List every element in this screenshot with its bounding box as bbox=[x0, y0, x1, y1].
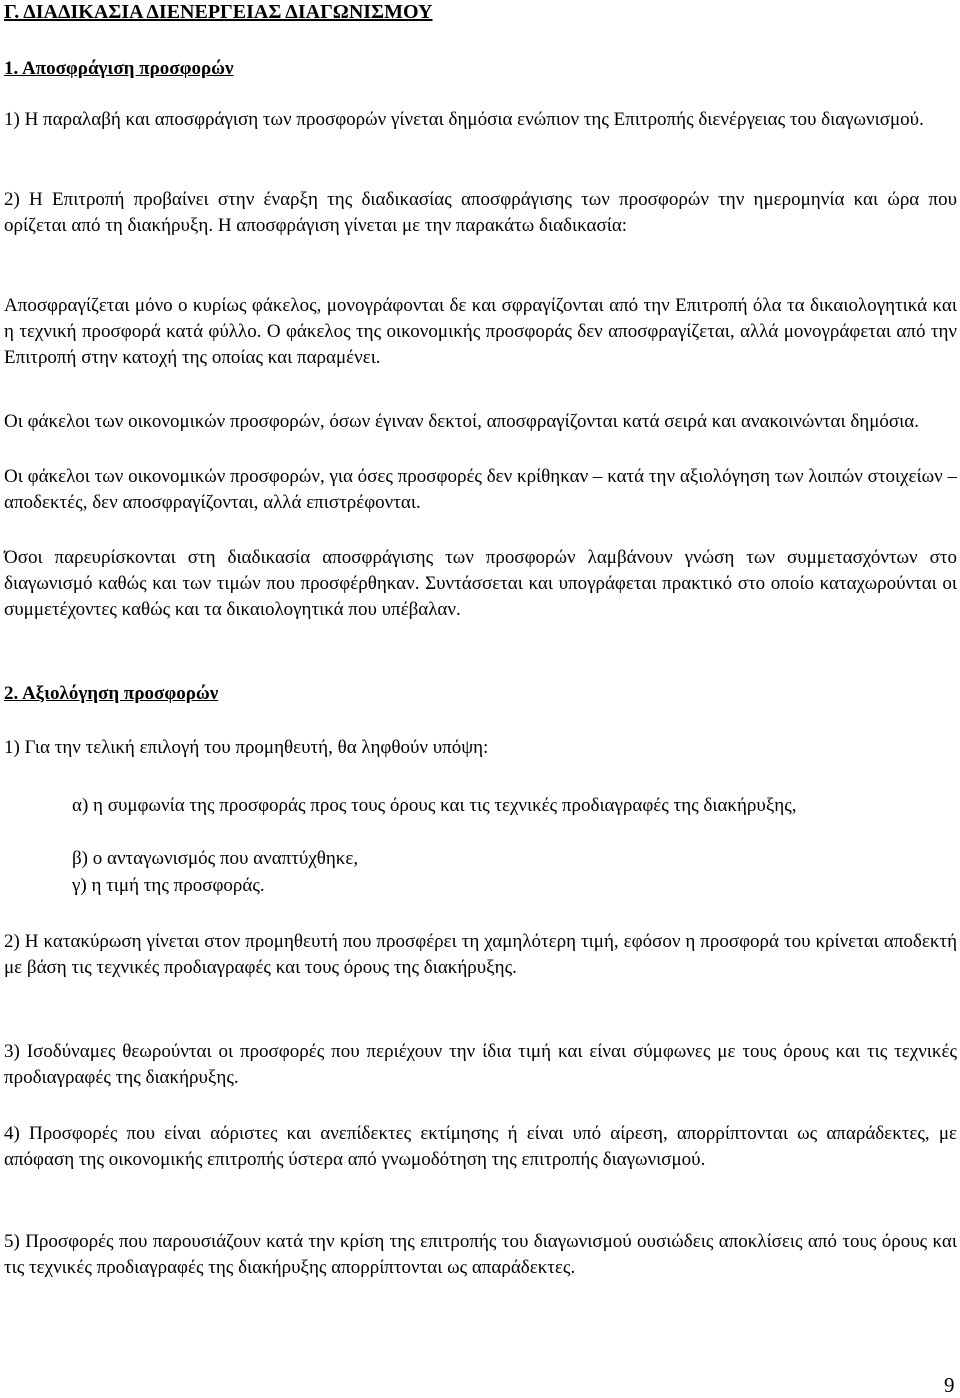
criteria-item-b: β) ο ανταγωνισμός που αναπτύχθηκε, bbox=[72, 848, 359, 869]
paragraph-unsealing-6: Όσοι παρευρίσκονται στη διαδικασία αποσφράγισης των προσφορών λαμβάνουν γνώση των συμμετασχόντων στο διαγωνισμό καθώς και των τιμών που προσφέρθηκαν. Συντάσσεται και υπογράφεται πρακτικό στο οποίο καταχωρούνται οι συμμετέχοντες καθώς και τα δικαιολογητικά που υπέβαλαν. bbox=[4, 547, 957, 620]
paragraph-evaluation-5: 5) Προσφορές που παρουσιάζουν κατά την κρίση της επιτροπής του διαγωνισμού ουσιώδεις αποκλίσεις από τους όρους και τις τεχνικές προδιαγραφές της διακήρυξης απορρίπτονται ως απαράδεκτες. bbox=[4, 1231, 957, 1278]
paragraph-evaluation-4: 4) Προσφορές που είναι αόριστες και ανεπίδεκτες εκτίμησης ή είναι υπό αίρεση, απορρίπτονται ως απαράδεκτες, με απόφαση της οικονομικής επιτροπής ύστερα από γνωμοδότηση της επιτροπής διαγωνισμού. bbox=[4, 1123, 957, 1170]
paragraph-unsealing-2: 2) Η Επιτροπή προβαίνει στην έναρξη της διαδικασίας αποσφράγισης των προσφορών την ημερομηνία και ώρα που ορίζεται από τη διακήρυξη. Η αποσφράγιση γίνεται με την παρακάτω διαδικασία: bbox=[4, 189, 957, 236]
heading-evaluation: 2. Αξιολόγηση προσφορών bbox=[4, 683, 219, 704]
paragraph-unsealing-4: Οι φάκελοι των οικονομικών προσφορών, όσων έγιναν δεκτοί, αποσφραγίζονται κατά σειρά και ανακοινώνται δημόσια. bbox=[4, 411, 919, 432]
paragraph-evaluation-1: 1) Για την τελική επιλογή του προμηθευτή, θα ληφθούν υπόψη: bbox=[4, 737, 489, 758]
paragraph-unsealing-1: 1) Η παραλαβή και αποσφράγιση των προσφορών γίνεται δημόσια ενώπιον της Επιτροπής διενέργειας του διαγωνισμού. bbox=[4, 109, 924, 130]
heading-unsealing: 1. Αποσφράγιση προσφορών bbox=[4, 58, 234, 79]
criteria-item-c: γ) η τιμή της προσφοράς. bbox=[72, 875, 265, 896]
paragraph-unsealing-5: Οι φάκελοι των οικονομικών προσφορών, για όσες προσφορές δεν κρίθηκαν – κατά την αξιολόγηση των λοιπών στοιχείων – αποδεκτές, δεν αποσφραγίζονται, αλλά επιστρέφονται. bbox=[4, 466, 957, 513]
criteria-item-a: α) η συμφωνία της προσφοράς προς τους όρους και τις τεχνικές προδιαγραφές της διακήρυξης, bbox=[72, 795, 797, 816]
paragraph-evaluation-2: 2) Η κατακύρωση γίνεται στον προμηθευτή που προσφέρει τη χαμηλότερη τιμή, εφόσον η προσφορά του κρίνεται αποδεκτή με βάση τις τεχνικές προδιαγραφές και τους όρους της διακήρυξης. bbox=[4, 931, 957, 978]
paragraph-unsealing-3: Αποσφραγίζεται μόνο ο κυρίως φάκελος, μονογράφονται δε και σφραγίζονται από την Επιτροπή όλα τα δικαιολογητικά και η τεχνική προσφορά κατά φύλλο. Ο φάκελος της οικονομικής προσφοράς δεν αποσφραγίζεται, αλλά μονογράφεται από την Επιτροπή στην κατοχή της οποίας και παραμένει. bbox=[4, 295, 957, 368]
paragraph-evaluation-3: 3) Ισοδύναμες θεωρούνται οι προσφορές που περιέχουν την ίδια τιμή και είναι σύμφωνες με τους όρους και τις τεχνικές προδιαγραφές της διακήρυξης. bbox=[4, 1041, 957, 1088]
section-title: Γ. ΔΙΑΔΙΚΑΣΙΑ ΔΙΕΝΕΡΓΕΙΑΣ ΔΙΑΓΩΝΙΣΜΟΥ bbox=[4, 1, 433, 23]
page-number: 9 bbox=[944, 1373, 955, 1397]
